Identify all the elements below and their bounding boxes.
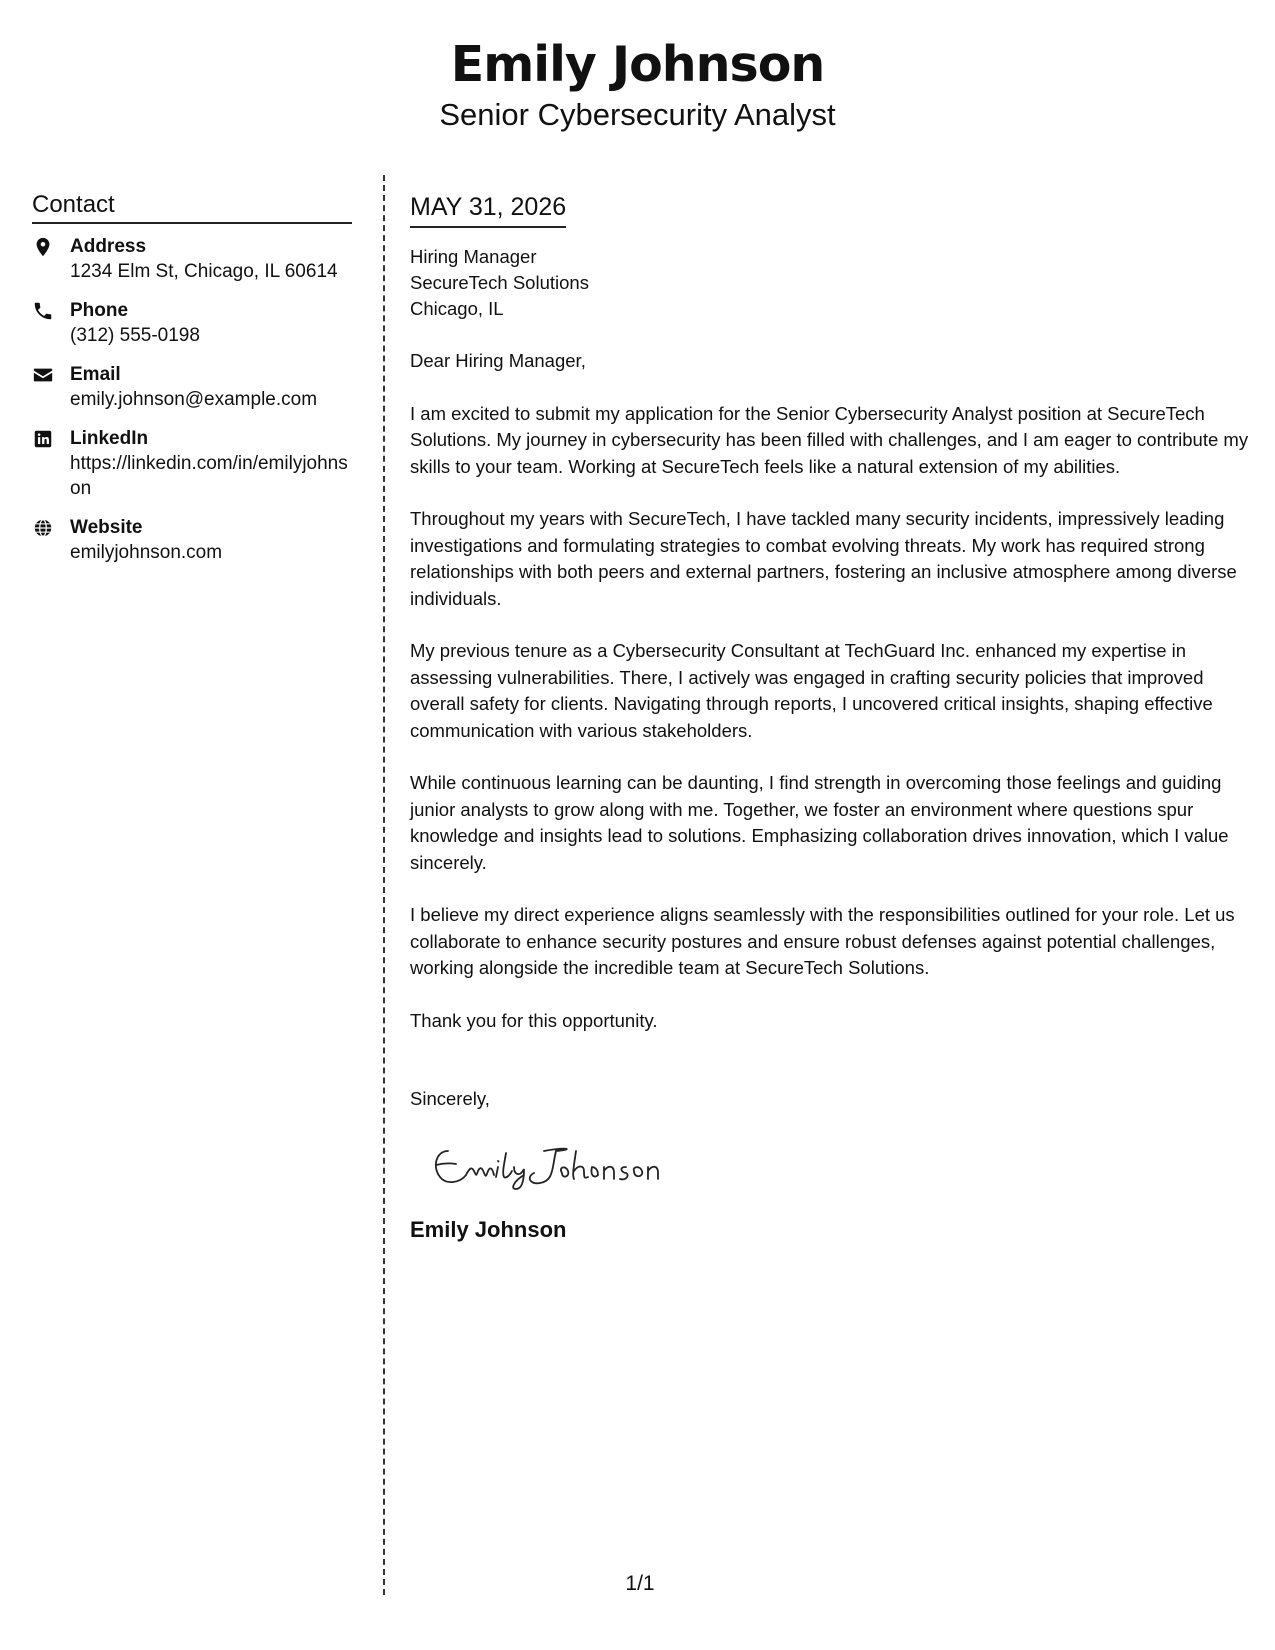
contact-value: (312) 555-0198 (70, 325, 200, 346)
recipient-line: Chicago, IL (410, 298, 504, 319)
contact-heading: Contact (32, 190, 352, 224)
signer-name: Emily Johnson (410, 1217, 567, 1242)
letter-header (0, 34, 1275, 134)
map-pin-icon (32, 236, 54, 258)
applicant-title: Senior Cybersecurity Analyst (439, 97, 836, 132)
contact-label: Email (70, 364, 121, 385)
contact-value: emilyjohnson.com (70, 542, 223, 563)
body-paragraph: I am excited to submit my application for the Senior Cybersecurity Analyst position at SecureTech Solutions. My journey in cybersecurity has been filled with challenges, and I am eager to contribute my skills to your team. Working at SecureTech feels like a natural extension of my abilities. (410, 402, 1249, 477)
contact-value: 1234 Elm St, Chicago, IL 60614 (70, 261, 338, 282)
contact-label: LinkedIn (70, 428, 149, 449)
envelope-icon (32, 364, 54, 386)
recipient-line: Hiring Manager (410, 246, 537, 267)
handwritten-signature (426, 1137, 666, 1193)
column-divider (383, 175, 385, 1595)
page-number: 1/1 (625, 1572, 655, 1595)
letter-date: MAY 31, 2026 (410, 190, 566, 228)
phone-icon (32, 300, 54, 322)
closing: Sincerely, (410, 1088, 490, 1109)
body-paragraph: My previous tenure as a Cybersecurity Consultant at TechGuard Inc. enhanced my expertise in assessing vulnerabilities. There, I actively was engaged in crafting security policies that improved overall safety for clients. Navigating through reports, I uncovered critical insights, shaping effective communication with various stakeholders. (410, 640, 1213, 741)
body-paragraph: I believe my direct experience aligns seamlessly with the responsibilities outlined for your role. Let us collaborate to enhance security postures and ensure robust defenses against potential challenges, working alongside the incredible team at SecureTech Solutions. (410, 904, 1235, 978)
contact-value: emily.johnson@example.com (70, 389, 318, 410)
contact-item-email (32, 362, 352, 412)
body-paragraph: While continuous learning can be daunting, I find strength in overcoming those feelings and guiding junior analysts to grow along with me. Together, we foster an environment where questions spur knowledge and insights lead to solutions. Emphasizing collaboration drives innovation, which I value sincerely. (410, 772, 1229, 873)
contact-item-address (32, 234, 352, 284)
recipient-line: SecureTech Solutions (410, 272, 589, 293)
linkedin-icon (32, 428, 54, 450)
contact-item-linkedin (32, 426, 352, 501)
letter-body (410, 190, 1250, 1244)
contact-item-phone (32, 298, 352, 348)
salutation: Dear Hiring Manager, (410, 350, 586, 371)
applicant-name: Emily Johnson (450, 36, 825, 93)
contact-item-website (32, 515, 352, 565)
body-paragraph: Throughout my years with SecureTech, I have tackled many security incidents, impressively leading investigations and formulating strategies to combat evolving threats. My work has required strong relationships with both peers and external partners, fostering an inclusive atmosphere among diverse individuals. (410, 508, 1237, 609)
contact-label: Phone (70, 300, 129, 321)
contact-value: https://linkedin.com/in/emilyjohnson (70, 453, 348, 499)
body-paragraph: Thank you for this opportunity. (410, 1009, 658, 1031)
contact-label: Website (70, 517, 143, 538)
globe-icon (32, 517, 54, 539)
contact-label: Address (70, 236, 147, 257)
contact-sidebar (32, 190, 352, 579)
recipient-block (410, 244, 1250, 322)
